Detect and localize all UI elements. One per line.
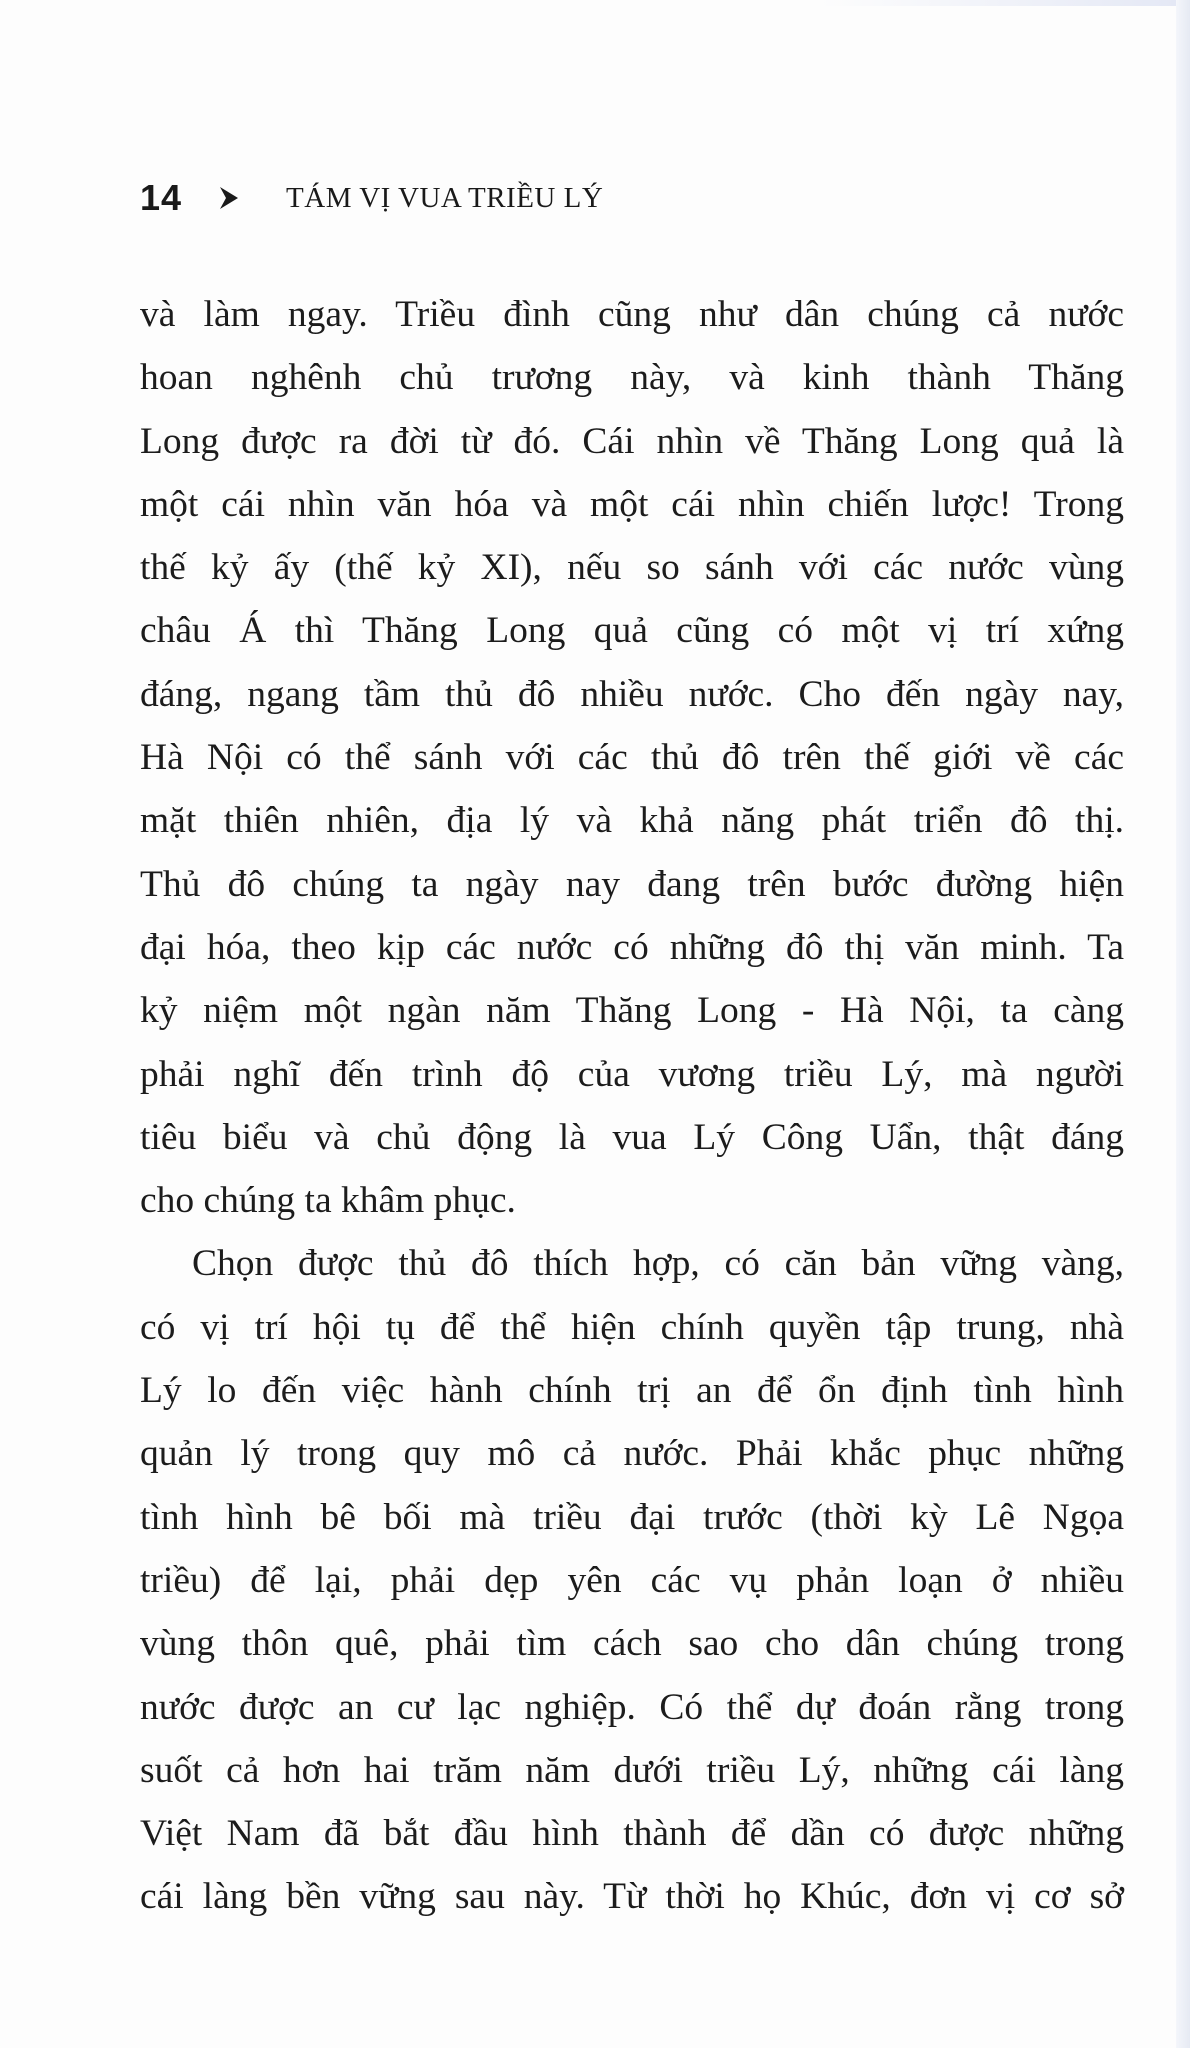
page-number: 14 (140, 177, 183, 218)
text-line: suốt cả hơn hai trăm năm dưới triều Lý, những cái làng (140, 1749, 1124, 1791)
text-line: châu Á thì Thăng Long quả cũng có một vị trí xứng (140, 610, 1124, 652)
text-line: có vị trí hội tụ để thể hiện chính quyền tập trung, nhà (140, 1306, 1124, 1348)
text-line: mặt thiên nhiên, địa lý và khả năng phát triển đô thị. (140, 800, 1124, 842)
text-line: và làm ngay. Triều đình cũng như dân chúng cả nước (140, 294, 1124, 335)
text-line: tiêu biểu và chủ động là vua Lý Công Uẩn, thật đáng (140, 1116, 1124, 1158)
text-line: Thủ đô chúng ta ngày nay đang trên bước đường hiện (140, 863, 1124, 905)
triangle-arrow-right-icon (218, 185, 240, 211)
text-line: đại hóa, theo kịp các nước có những đô thị văn minh. Ta (140, 926, 1124, 968)
text-line: Việt Nam đã bắt đầu hình thành để dần có được những (140, 1813, 1124, 1855)
text-line: Lý lo đến việc hành chính trị an để ổn định tình hình (140, 1370, 1124, 1412)
text-line: Chọn được thủ đô thích hợp, có căn bản vững vàng, (192, 1243, 1124, 1285)
text-line: kỷ niệm một ngàn năm Thăng Long - Hà Nội, ta càng (140, 990, 1124, 1032)
scan-edge-top (820, 0, 1180, 6)
text-line: triều) để lại, phải dẹp yên các vụ phản loạn ở nhiều (140, 1559, 1124, 1601)
text-line: vùng thôn quê, phải tìm cách sao cho dân chúng trong (140, 1623, 1124, 1665)
running-title: TÁM VỊ VUA TRIỀU LÝ (286, 181, 604, 214)
text-line: Hà Nội có thể sánh với các thủ đô trên thế giới về các (140, 737, 1124, 779)
running-header (140, 168, 603, 228)
text-line: nước được an cư lạc nghiệp. Có thể dự đoán rằng trong (140, 1686, 1124, 1728)
text-line: đáng, ngang tầm thủ đô nhiều nước. Cho đến ngày nay, (140, 673, 1124, 715)
text-line: phải nghĩ đến trình độ của vương triều Lý, mà người (140, 1053, 1124, 1095)
scan-edge-right (1176, 0, 1190, 2048)
paragraph-1 (140, 283, 1124, 1232)
text-line: tình hình bê bối mà triều đại trước (thời kỳ Lê Ngọa (140, 1496, 1124, 1538)
text-line: cái làng bền vững sau này. Từ thời họ Khúc, đơn vị cơ sở (140, 1876, 1124, 1918)
text-line: hoan nghênh chủ trương này, và kinh thành Thăng (140, 357, 1124, 399)
text-line: một cái nhìn văn hóa và một cái nhìn chiến lược! Trong (140, 483, 1124, 525)
text-line: thế kỷ ấy (thế kỷ XI), nếu so sánh với các nước vùng (140, 547, 1124, 589)
body-text (140, 283, 1124, 1929)
paragraph-2 (140, 1232, 1124, 1928)
text-line: quản lý trong quy mô cả nước. Phải khắc phục những (140, 1433, 1124, 1475)
text-line: Long được ra đời từ đó. Cái nhìn về Thăng Long quả là (140, 420, 1124, 462)
text-line: cho chúng ta khâm phục. (140, 1180, 516, 1222)
